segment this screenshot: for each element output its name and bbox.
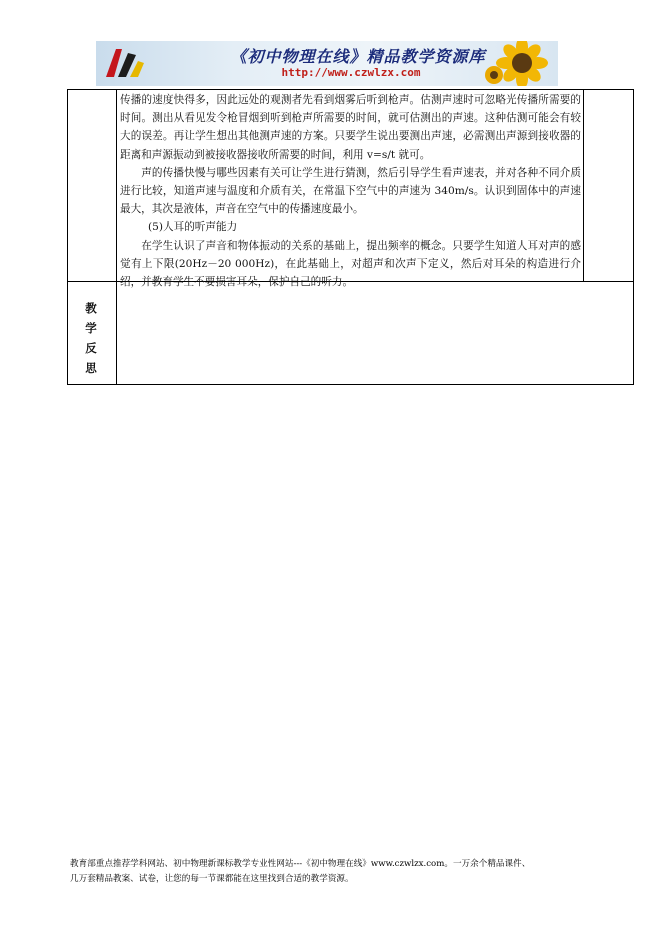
label-char: 反 (85, 341, 97, 355)
table-divider-left (116, 90, 117, 384)
sunflower-icon (482, 41, 554, 86)
footer-line: 几万套精品教案、试卷，让您的每一节课都能在这里找到合适的教学资源。 (70, 874, 354, 884)
footer-line: 教育部重点推荐学科网站、初中物理新课标教学专业性网站---《初中物理在线》www.czwlzx.com。一万余个精品课件、 (70, 859, 531, 869)
content-paragraph: 传播的速度快得多，因此远处的观测者先看到烟雾后听到枪声。估测声速时可忽略光传播所需要的时间。测出从看见发令枪冒烟到听到枪声所需要的时间，就可估测出的声速。这种估测可能会有较大的误差。再让学生想出其他测声速的方案。只要学生说出要测出声速，必需测出声源到接收器的距离和声源振动到被接收器接收所需要的时间，利用 v=s/t 就可。 (120, 94, 581, 161)
content-paragraph: 声的传播快慢与哪些因素有关可让学生进行猜测，然后引导学生看声速表，并对各种不同介质进行比较，知道声速与温度和介质有关，在常温下空气中的声速为 340m/s。认识到固体中的声速最大，其次是液体，声音在空气中的传播速度最小。 (120, 166, 581, 216)
banner-url[interactable]: http://www.czwlzx.com (281, 66, 421, 79)
header-banner (96, 41, 558, 86)
label-char: 思 (85, 361, 97, 375)
teaching-reflection-label (67, 298, 115, 378)
logo-icon (100, 43, 148, 83)
page-footer (70, 857, 610, 887)
label-char: 教 (85, 301, 97, 315)
table-divider-right (583, 90, 584, 281)
content-subheading: (5)人耳的听声能力 (148, 221, 238, 234)
label-char: 学 (85, 321, 97, 335)
content-paragraph: 在学生认识了声音和物体振动的关系的基础上，提出频率的概念。只要学生知道人耳对声的感觉有上下限(20Hz－20 000Hz)，在此基础上，对超声和次声下定义，然后对耳朵的构造进行介绍，并教育学生不要损害耳朵，保护自己的听力。 (120, 239, 581, 289)
lesson-content (120, 91, 581, 291)
banner-title: 《初中物理在线》精品教学资源库 (230, 47, 486, 66)
